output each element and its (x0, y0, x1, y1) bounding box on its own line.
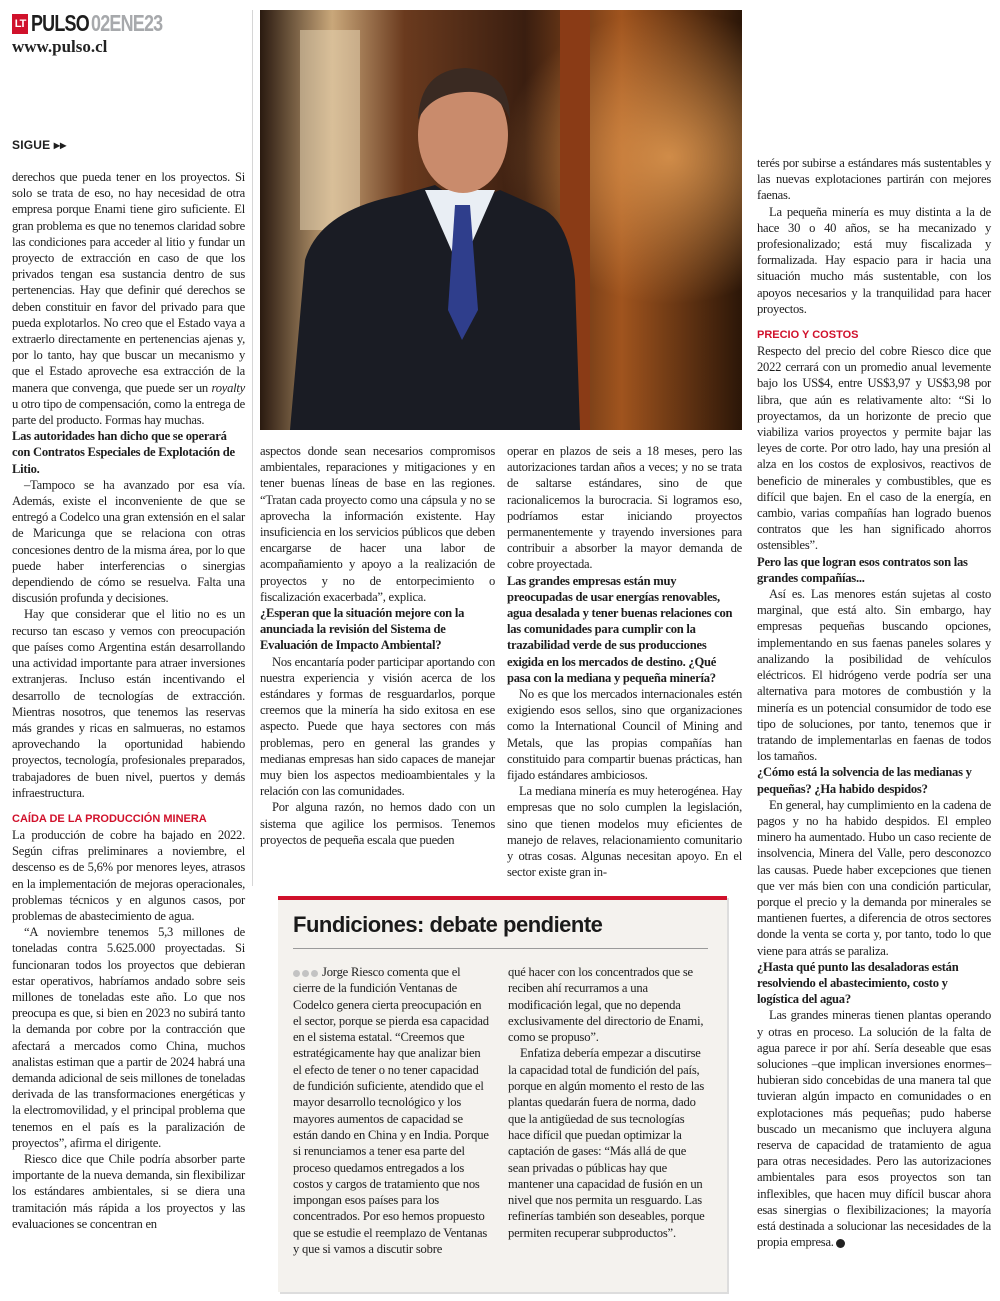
portrait-photo (260, 10, 742, 430)
paragraph (293, 964, 490, 1257)
paragraph: Enfatiza debería empezar a discutirse la capacidad total de fundición del país, porque en algún momento el resto de las plantas quedarán fuera de norma, dado que la antigüedad de sus tecnologías hace difícil que puedan optimizar la captación de gases: “Más allá de que sean privadas o públicas hay que mantener una capacidad de fusión en un nivel que nos permita un resguardo. Las refinerías también son deseables, porque permiten recuperar subproductos”. (508, 1046, 705, 1240)
text: derechos que pueda tener en los proyectos. Si solo se trata de eso, no hay necesidad de otra empresa porque Enami tiene giro suficiente. El gran problema es que no tenemos claridad sobre las condiciones para acceder al litio y fundar un proyecto de extracción en caso de que los privados tengan esa sustancia dentro de sus pertenencias. Hay que definir qué derechos se deben constituir en favor del privado para que pueda explotarlos. No creo que el Estado vaya a extraerlo directamente en pertenencias ajenas y, por lo tanto, hay que buscar un mecanismo y que el Estado aproveche esa extracción de la manera que convenga, que puede ser un (12, 170, 245, 395)
paragraph: En general, hay cumplimiento en la cadena de pagos y no ha habido despidos. El empleo minero ha aumentado. Hubo un caso reciente de insolvencia, Minera del Valle, pero desconozco las causas. Puede haber excepciones que tienen que ver más bien con una condición particular, porque el precio y la demanda por minerales se mantienen fuertes, a diferencia de otros sectores donde la venta se corta y, por tanto, todo lo que viene para atrás se paraliza. (757, 797, 991, 958)
continued-label: SIGUE ▸▸ (12, 138, 67, 152)
sidebar-box (278, 896, 727, 1292)
interview-question: Pero las que logran esos contratos son las grandes compañías... (757, 554, 968, 585)
paragraph: Hay que considerar que el litio no es un recurso tan escaso y vemos con preocupación que países como Argentina están desarrollando una actividad importante para atraer inversiones extranjeras. Incluso están incentivando el desarrollo de tecnologías de extracción. Mientras nosotros, que tenemos las reservas más grandes y ricas en salmueras, no estamos aprovechando la oportunidad habiendo proyectos, tecnología, profesionales preparados, trabajadores de buen nivel, puertos y demás infraestructura. (12, 607, 245, 800)
section-subhead: PRECIO Y COSTOS (757, 329, 859, 342)
text: Las grandes mineras tienen plantas operando y otras en proceso. La solución de la falta de agua parece ir por ahí. Sería deseable que esas soluciones –que implican inversiones enormes– hubieran sido concebidas de una manera tal que tuvieran algún impacto en comunidades o en explotaciones más pequeñas; pudo haberse buscado un mecanismo que incluyera alguna reserva de capacidad de tratamiento de agua para otras necesidades. Pero las autorizaciones ambientales para esos proyectos son tan inflexibles, que hacen muy difícil buscar ahora esas sinergias o flexibilizaciones; la mayoría está destinada a solucionar las necesidades de la propia empresa. (757, 1008, 991, 1250)
italic-term: royalty (211, 380, 245, 395)
issue-date: 02ENE23 (91, 10, 163, 36)
paragraph: La pequeña minería es muy distinta a la de hace 30 o 40 años, se ha mecanizado y profesionalizado; está muy fiscalizada y formalizada. Hay espacio para ir hacia una situación mucho más sustentable, con los apoyos necesarios y la tranquilidad para hacer proyectos. (757, 204, 991, 316)
interview-question: ¿Hasta qué punto las desaladoras están resolviendo el abastecimiento, costo y logística del agua? (757, 959, 959, 1007)
box-title: Fundiciones: debate pendiente (293, 912, 603, 937)
text: Jorge Riesco comenta que el cierre de la fundición Ventanas de Codelco genera cierta preocupación en el sector, porque se pierda esa capacidad en el sistema estatal. “Creemos que estratégicamente hay que analizar bien el efecto de tener o no tener capacidad de fundición suficiente, atendido que el mayor desarrollo tecnológico y los mayores aumentos de capacidad se están dando en China y en India. Porque si renunciamos a tener esa parte del proceso quedamos entregados a los costos y cargos de tratamiento que nos impongan esos países para los concentrados. Por eso hemos propuesto que se estudie el reemplazo de Ventanas y que si vamos a discutir sobre (293, 965, 489, 1257)
text: u otro tipo de compensación, como la entrega de parte del producto. Formas hay muchas. (12, 396, 245, 428)
box-column-1 (293, 964, 490, 1257)
article-column-1 (12, 169, 245, 1232)
paragraph: –Tampoco se ha avanzado por esa vía. Además, existe el inconveniente de que se entregó a Codelco una gran extensión en el salar de Maricunga que se relaciona con otras concesiones dentro de la misma área, por lo que puede haber interferencias o sinergias dependiendo de cómo se resuelva. Falta una discusión profunda y decisiones. (12, 477, 245, 606)
article-column-3 (507, 443, 742, 880)
paragraph: Riesco dice que Chile podría absorber parte importante de la nueva demanda, sin flexibilizar los estándares ambientales, si se diera una tramitación más rápida a los proyectos y las evaluaciones se concentran en (12, 1151, 245, 1231)
paragraph: Nos encantaría poder participar aportando con nuestra experiencia y visión acerca de los estándares y formas de resguardarlos, porque creemos que la minería ha sido exitosa en ese aspecto. Puede que haya sectores con más problemas, pero en general las grandes y medianas empresas han sido capaces de manejar muy bien los aspectos medioambientales y la relación con las comunidades. (260, 654, 495, 799)
brand-name: PULSO (31, 10, 89, 36)
paragraph: La mediana minería es muy heterogénea. Hay empresas que no solo cumplen la legislación, sino que tienen modelos muy eficientes de manejo de relaves, relacionamiento comunitario y otras cosas. Algunas necesitan apoyo. En el sector existe gran in- (507, 784, 742, 880)
paragraph: La producción de cobre ha bajado en 2022. Según cifras preliminares a noviembre, el descenso es de 5,6% por menores leyes, atrasos en la implementación de mejoras operacionales, problemas técnicos y en algunos casos, por problemas de abastecimiento de agua. (12, 827, 245, 923)
column-divider (252, 10, 253, 886)
paragraph (12, 169, 245, 428)
paragraph: No es que los mercados internacionales estén exigiendo esos sellos, sino que organizaciones como la International Council of Mining and Metals, que las propias compañías han constituido para compartir buenas prácticas, han fijado estándares ambiciosos. (507, 687, 742, 783)
paragraph: Respecto del precio del cobre Riesco dice que 2022 cerrará con un promedio anual levemente bajo los US$4, entre US$3,97 y US$3,98 por libra, que aún es relativamente alto: “Si lo proyectamos, da un horizonte de precio que viabiliza varios proyectos y permite bajar las leyes de corte. Por otro lado, hay una presión al alza en los costos de explosivos, reactivos de beneficio de minerales y combustibles, que es difícil que bajen. En el caso de la energía, en cambio, varias compañías han logrado buenos contratos que les han significado ahorros ostensibles”. (757, 344, 991, 553)
paragraph: “A noviembre tenemos 5,3 millones de toneladas contra 5.625.000 proyectadas. Si funcionaran todos los proyectos que debieran estar operativos, habríamos andado sobre seis millones de toneladas este año. Lo que nos preocupa es que, si bien en 2023 no subirá tanto la demanda por cobre por la contracción que afectará a mercados como China, muchos analistas estiman que a partir de 2024 habrá una demanda adicional de seis millones de toneladas derivada de las transformaciones energéticas y la electromovilidad, y el principal problema que tenemos en el país es la paralización de proyectos”, afirma el dirigente. (12, 925, 245, 1150)
paragraph: operar en plazos de seis a 18 meses, pero las autorizaciones tardan años a veces; y no se trata de saltarse estándares, sino de que racionalicemos la burocracia. Si logramos eso, podríamos estar iniciando proyectos permanentemente y trayendo inversiones para contribuir a absorber la mayor demanda de cobre proyectada. (507, 444, 742, 572)
interview-question: ¿Esperan que la situación mejore con la anunciada la revisión del Sistema de Evaluación de Impacto Ambiental? (260, 606, 465, 653)
lt-logo: LT (12, 14, 28, 34)
title-rule (293, 948, 708, 949)
bullet-dots-icon (293, 970, 318, 977)
interview-question: Las grandes empresas están muy preocupadas de usar energías renovables, agua desalada y tener buenas relaciones con las comunidades para cumplir con la trazabilidad verde de sus producciones exigida en los mercados de destino. ¿Qué pasa con la mediana y pequeña minería? (507, 573, 733, 685)
end-of-article-icon (836, 1239, 845, 1248)
article-column-2 (260, 443, 495, 848)
paragraph: qué hacer con los concentrados que se reciben ahí recurramos a una modificación legal, que no dependa exclusivamente del directorio de Enami, como se propuso”. (508, 965, 704, 1045)
interview-question: Las autoridades han dicho que se operará con Contratos Especiales de Explotación de Litio. (12, 429, 235, 476)
paragraph: Por alguna razón, no hemos dado con un sistema que agilice los permisos. Tenemos proyectos de pequeña escala que pueden (260, 800, 495, 847)
paragraph: terés por subirse a estándares más sustentables y las nuevas explotaciones partirán con mejores faenas. (757, 156, 991, 203)
paragraph: aspectos donde sean necesarios compromisos ambientales, reparaciones y mitigaciones y en tener buenas líneas de base en las regiones. “Tratan cada proyecto como una cápsula y no se aprovecha la información existente. Hay insuficiencia en los servicios públicos que deben encargarse de hacer una labor de acompañamiento y apoyo a la realización de proyectos y no de entorpecimiento o fiscalización exacerbada”, explica. (260, 444, 495, 604)
section-subhead: CAÍDA DE LA PRODUCCIÓN MINERA (12, 812, 207, 825)
paragraph: Así es. Las menores están sujetas al costo marginal, que está alto. Sin embargo, hay empresas pequeñas buscando opciones, implementando en sus faenas paneles solares y analizando la posibilidad de vehículos eléctricos. El hidrógeno verde podría ser una alternativa para motores de combustión y la minería es un potencial consumidor de todo ese tipo de soluciones, por tanto, tenemos que ir tratando de implementarlas en faenas de todos los tamaños. (757, 587, 991, 764)
site-url[interactable]: www.pulso.cl (12, 37, 108, 56)
article-column-4 (757, 155, 991, 1250)
box-column-2 (508, 964, 705, 1241)
paragraph (757, 1007, 991, 1250)
interview-question: ¿Cómo está la solvencia de las medianas y pequeñas? ¿Ha habido despidos? (757, 765, 972, 796)
masthead (12, 10, 183, 37)
